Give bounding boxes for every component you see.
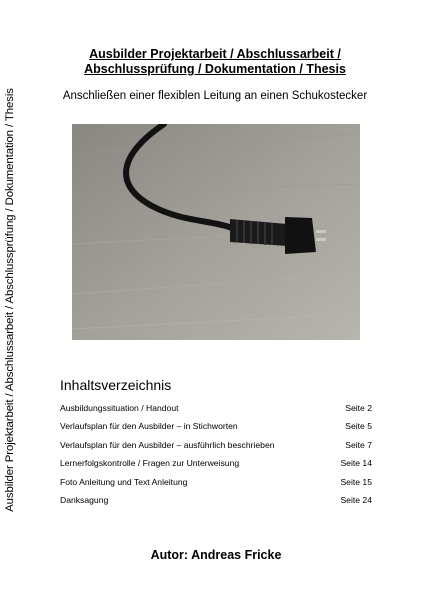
document-subtitle: Anschließen einer flexiblen Leitung an einen Schukostecker [62, 90, 368, 102]
table-of-contents [60, 402, 372, 512]
toc-item-label: Ausbildungssituation / Handout [60, 403, 179, 413]
toc-item [60, 439, 372, 457]
toc-item-page: Seite 7 [345, 439, 372, 450]
toc-item-label: Verlaufsplan für den Ausbilder – ausführlich beschrieben [60, 439, 275, 450]
document-title [70, 47, 360, 77]
toc-item-page: Seite 24 [340, 494, 372, 505]
toc-item [60, 420, 372, 438]
toc-item-page: Seite 5 [345, 421, 372, 432]
toc-item [60, 494, 372, 512]
author: Autor: Andreas Fricke [150, 548, 282, 562]
title-line-1: Ausbilder Projektarbeit / Abschlussarbeit / [89, 47, 341, 61]
toc-item [60, 402, 372, 420]
title-line-2: Abschlussprüfung / Dokumentation / Thesis [84, 62, 346, 76]
toc-item-label: Danksagung [60, 494, 109, 505]
toc-item-label: Verlaufsplan für den Ausbilder – in Stichworten [60, 421, 238, 432]
toc-item-page: Seite 2 [345, 403, 372, 413]
toc-item [60, 457, 372, 475]
toc-item-label: Foto Anleitung und Text Anleitung [60, 476, 188, 487]
toc-item-page: Seite 14 [340, 458, 372, 469]
cover-photo [72, 124, 360, 340]
spine-title: Ausbilder Projektarbeit / Abschlussarbeit / Abschlussprüfung / Dokumentation / Thesis [4, 88, 16, 512]
toc-item [60, 476, 372, 494]
toc-item-page: Seite 15 [340, 476, 372, 487]
toc-item-label: Lernerfolgskontrolle / Fragen zur Unterweisung [60, 458, 240, 469]
toc-heading: Inhaltsverzeichnis [60, 377, 172, 393]
